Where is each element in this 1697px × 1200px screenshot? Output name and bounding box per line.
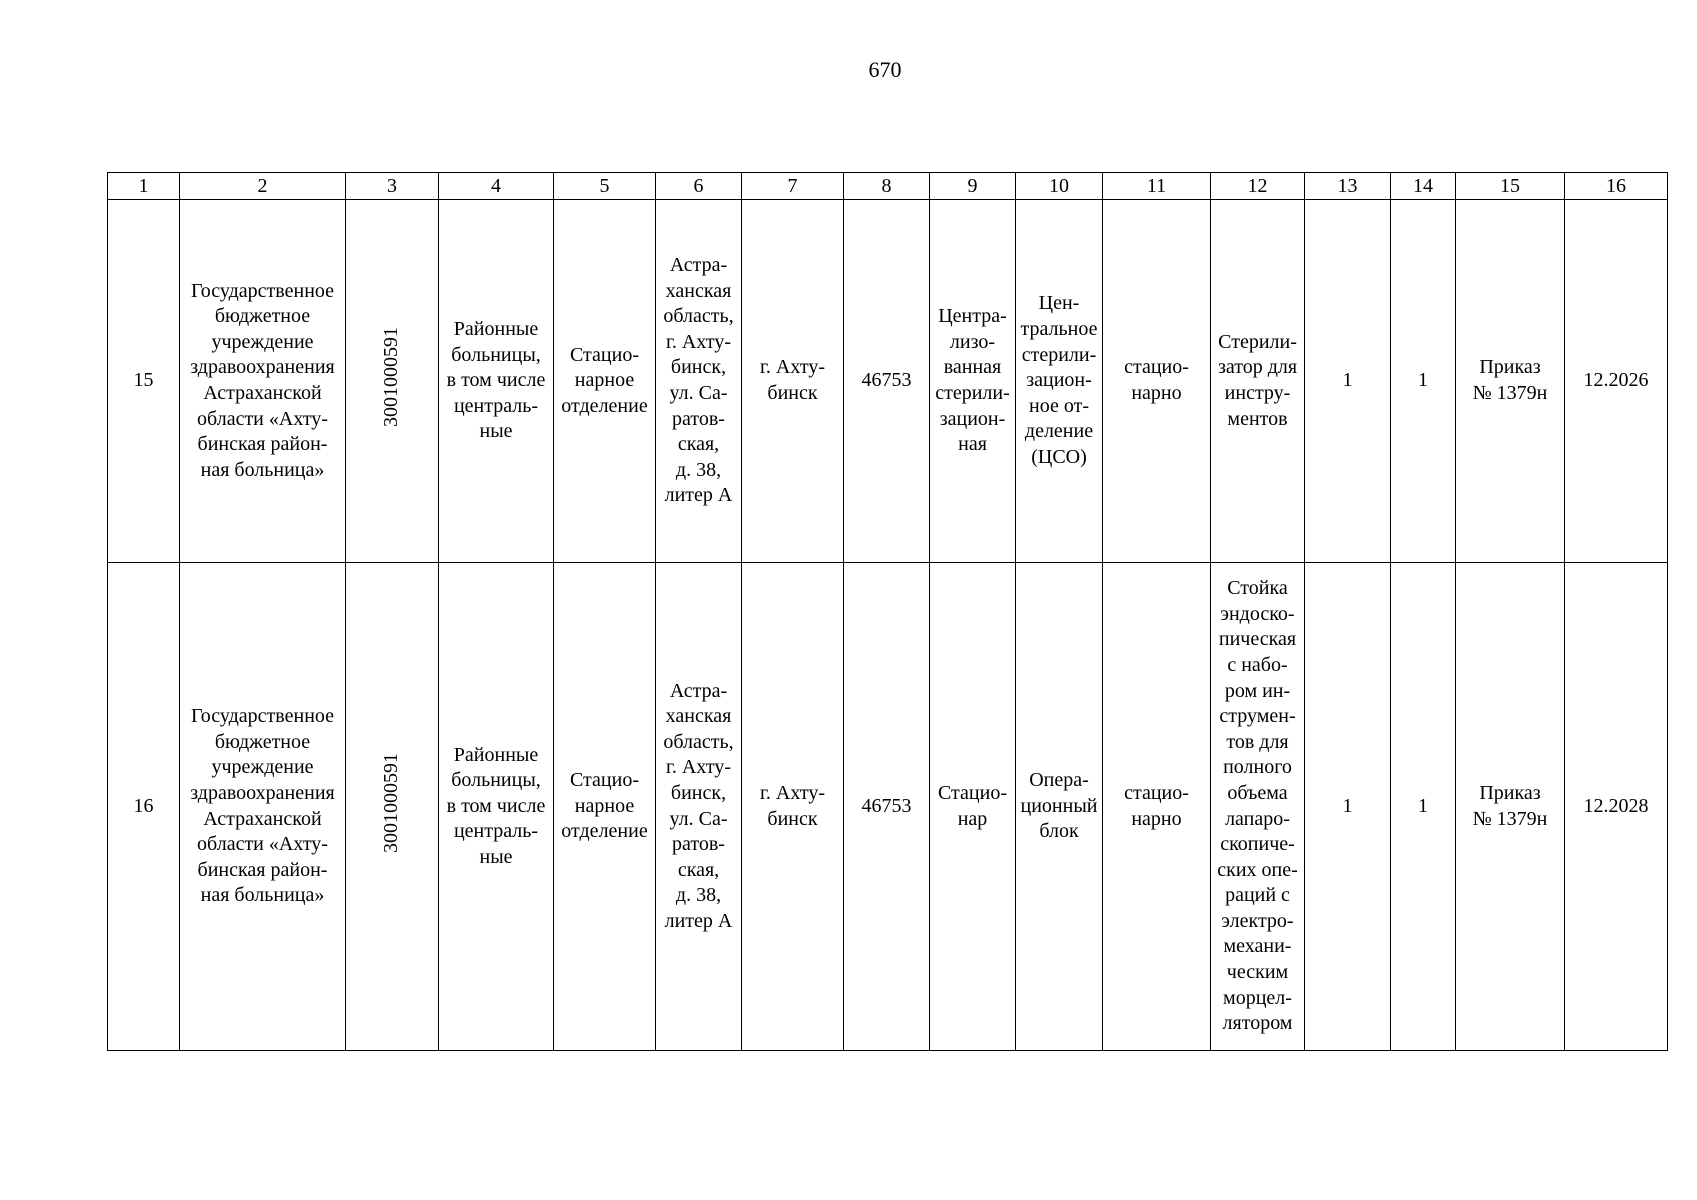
column-number: 16 [1565, 173, 1668, 200]
cell-text: 46753 [861, 369, 912, 392]
cell-text: 46753 [861, 794, 912, 817]
column-number: 15 [1456, 173, 1565, 200]
column-number: 12 [1211, 173, 1305, 200]
column-number: 6 [656, 173, 742, 200]
quantity-cell [1305, 200, 1391, 563]
column-number: 11 [1103, 173, 1211, 200]
cell-text: стацио- нарно [1124, 781, 1189, 830]
code-cell [844, 563, 930, 1051]
cell-text: 1 [1418, 794, 1428, 817]
cell-text: Стацио- нарное отделение [561, 343, 648, 417]
page-number: 670 [868, 57, 902, 82]
column-number: 9 [930, 173, 1016, 200]
hospital-type-cell [439, 563, 554, 1051]
table-row [108, 563, 1668, 1051]
cell-text: стацио- нарно [1124, 356, 1189, 404]
date-cell [1565, 200, 1668, 563]
quantity-cell [1391, 563, 1456, 1051]
cell-text: 15 [133, 369, 154, 392]
row-number-cell [108, 200, 180, 563]
inn-vertical-text: 3001000591 [380, 752, 403, 853]
column-number: 13 [1305, 173, 1391, 200]
hospital-type-cell [439, 200, 554, 563]
cell-text: Приказ № 1379н [1472, 356, 1548, 404]
cell-text: 1 [1342, 369, 1353, 392]
order-cell [1456, 200, 1565, 563]
quantity-cell [1305, 563, 1391, 1051]
address-cell [656, 563, 742, 1051]
inn-cell [346, 200, 439, 563]
inn-cell [346, 563, 439, 1051]
cell-text: Стерили- затор для инстру- ментов [1217, 330, 1298, 430]
column-number: 1 [108, 173, 180, 200]
order-cell [1456, 563, 1565, 1051]
cell-text: Опера- ционный блок [1020, 769, 1098, 843]
equipment-cell [1211, 563, 1305, 1051]
column-number: 3 [346, 173, 439, 200]
column-number-row [108, 173, 1668, 200]
cell-text: Районные больницы, в том числе централь- ные [446, 318, 546, 443]
cell-text: Стойка эндоско- пическая с набо- ром ин- струмен- тов для полного объема лапаро- скопиче- ских опе- раций с электро- механи- ческим морцел- лятором [1217, 577, 1298, 1035]
code-cell [844, 200, 930, 563]
column-number: 5 [554, 173, 656, 200]
cell-text: Астра- ханская область, г. Ахту- бинск, ул. Са- ратов- ская, д. 38, литер А [663, 254, 734, 507]
address-cell [656, 200, 742, 563]
cell-text: Государственное бюджетное учреждение здравоохранения Астраханской области «Ахту- бинская район- ная больница» [190, 279, 335, 481]
organization-name-cell [180, 563, 346, 1051]
cell-text: Стацио- нарное отделение [561, 769, 648, 843]
cell-text: Государственное бюджетное учреждение здравоохранения Астраханской области «Ахту- бинская район- ная больница» [190, 705, 335, 907]
cell-text: Астра- ханская область, г. Ахту- бинск, ул. Са- ратов- ская, д. 38, литер А [663, 679, 734, 932]
cell-text: г. Ахту- бинск [759, 356, 826, 404]
cell-text: 12.2028 [1583, 794, 1649, 817]
cell-text: 1 [1418, 369, 1428, 392]
subunit-cell [1016, 200, 1103, 563]
table-row [108, 200, 1668, 563]
cell-text: Центра- лизо- ванная стерили- зацион- ная [935, 305, 1010, 456]
column-number: 14 [1391, 173, 1456, 200]
date-cell [1565, 563, 1668, 1051]
column-number: 4 [439, 173, 554, 200]
column-number: 8 [844, 173, 930, 200]
cell-text: Стацио- нар [937, 781, 1007, 830]
cell-text: 1 [1342, 794, 1353, 817]
cell-text: 16 [133, 794, 154, 817]
quantity-cell [1391, 200, 1456, 563]
cell-text: Приказ № 1379н [1472, 781, 1548, 830]
department-cell [554, 563, 656, 1051]
cell-text: г. Ахту- бинск [759, 781, 826, 830]
subunit-cell [1016, 563, 1103, 1051]
cell-text: 12.2026 [1583, 369, 1649, 392]
column-number: 7 [742, 173, 844, 200]
inn-vertical-text: 3001000591 [380, 327, 403, 428]
mode-cell [1103, 200, 1211, 563]
city-cell [742, 200, 844, 563]
column-number: 2 [180, 173, 346, 200]
organization-name-cell [180, 200, 346, 563]
unit-cell [930, 563, 1016, 1051]
unit-cell [930, 200, 1016, 563]
column-number: 10 [1016, 173, 1103, 200]
data-table [107, 172, 1668, 1051]
equipment-cell [1211, 200, 1305, 563]
mode-cell [1103, 563, 1211, 1051]
city-cell [742, 563, 844, 1051]
cell-text: Цен- тральное стерили- зацион- ное от- деление (ЦСО) [1020, 292, 1098, 468]
cell-text: Районные больницы, в том числе централь- ные [446, 743, 546, 868]
department-cell [554, 200, 656, 563]
row-number-cell [108, 563, 180, 1051]
